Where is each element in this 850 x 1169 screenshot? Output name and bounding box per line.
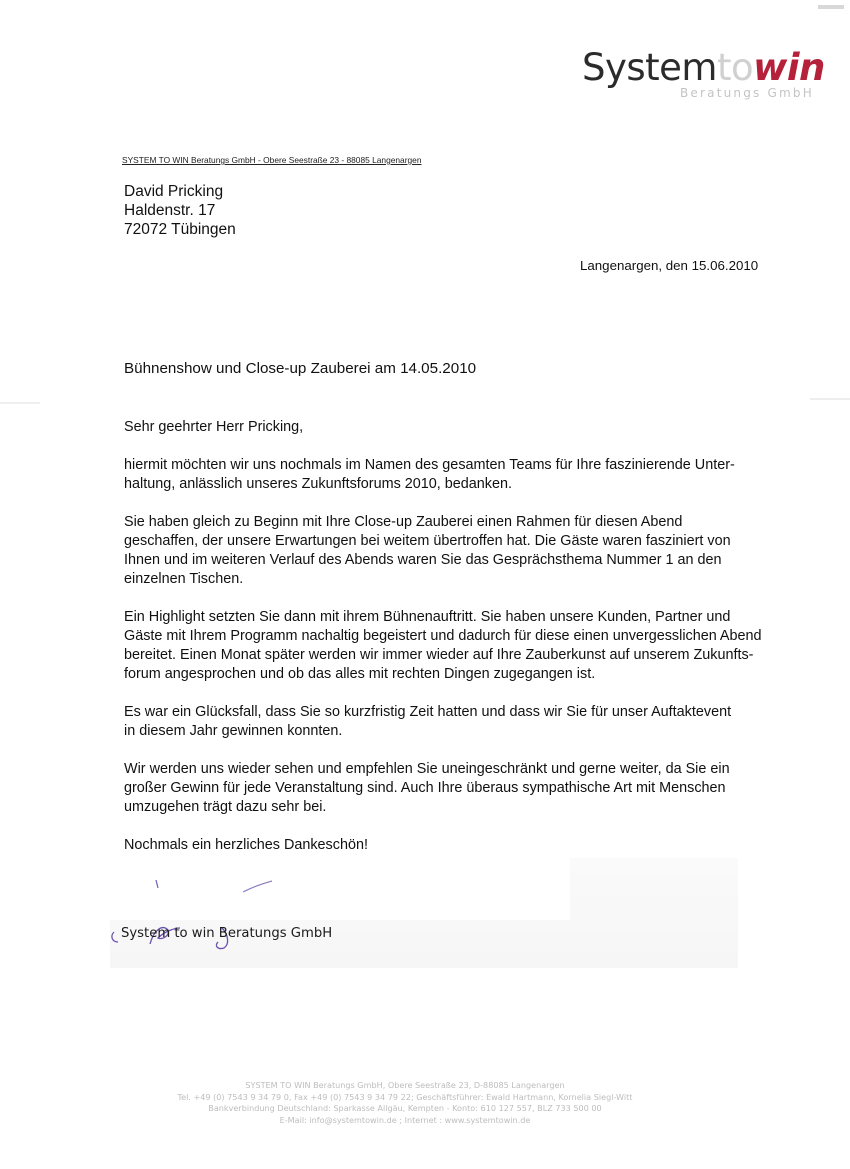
paragraph-line: Sie haben gleich zu Beginn mit Ihre Close-up Zauberei einen Rahmen für diesen Abend — [124, 514, 683, 530]
paragraph-line: einzelnen Tischen. — [124, 571, 244, 587]
recipient-city: 72072 Tübingen — [124, 221, 236, 238]
paragraph — [124, 513, 824, 589]
date-line: Langenargen, den 15.06.2010 — [580, 258, 759, 273]
footer-line: SYSTEM TO WIN Beratungs GmbH, Obere Seestraße 23, D-88085 Langenargen — [245, 1080, 565, 1090]
scan-edge-artifact — [810, 398, 850, 400]
recipient-name: David Pricking — [124, 183, 224, 200]
footer-line: Tel. +49 (0) 7543 9 34 79 0, Fax +49 (0) 7543 9 34 79 22; Geschäftsführer: Ewald Hartmann, Kornelia Siegl-Witt — [177, 1091, 633, 1102]
paragraph — [124, 703, 824, 741]
logo-part-to: to — [716, 46, 754, 89]
logo-subtitle: Beratungs GmbH — [680, 86, 814, 100]
sender-return-address: SYSTEM TO WIN Beratungs GmbH - Obere Seestraße 23 - 88085 Langenargen — [122, 155, 422, 165]
handwritten-signature — [110, 858, 410, 958]
scan-edge-artifact — [0, 402, 40, 404]
paragraph-line: Gäste mit Ihrem Programm nachaltig begeistert und dadurch für diese einen unvergesslichen Abend — [124, 628, 762, 644]
closing-line: Nochmals ein herzliches Dankeschön! — [124, 837, 368, 853]
footer-line: E-Mail: info@systemtowin.de ; Internet : www.systemtowin.de — [279, 1114, 531, 1125]
paragraph — [124, 456, 824, 494]
footer-line: Bankverbindung Deutschland: Sparkasse Allgäu, Kempten - Konto: 610 127 557, BLZ 733 500 00 — [208, 1103, 602, 1113]
recipient-address — [124, 182, 236, 239]
paragraph-line: großer Gewinn für jede Veranstaltung sind. Auch Ihre überaus sympathische Art mit Menschen — [124, 780, 726, 796]
paragraph-line: geschaffen, der unsere Erwartungen bei weitem übertroffen hat. Die Gäste waren fasziniert von — [124, 533, 731, 549]
paragraph-line: forum angesprochen und ob das alles mit rechten Dingen zugegangen ist. — [124, 666, 596, 682]
paragraph-line: Ihnen und im weiteren Verlauf des Abends waren Sie das Gesprächsthema Nummer 1 an den — [124, 552, 722, 568]
paragraph-line: bereitet. Einen Monat später werden wir immer wieder auf Ihre Zauberkunst auf unserem Zukunfts- — [124, 647, 754, 663]
paragraph-line: Wir werden uns wieder sehen und empfehlen Sie uneingeschränkt und gerne weiter, da Sie ein — [124, 761, 730, 777]
subject-line: Bühnenshow und Close-up Zauberei am 14.05.2010 — [124, 360, 477, 377]
logo-wordmark — [582, 46, 825, 90]
logo-part-win: win — [753, 46, 825, 89]
letter-body — [124, 418, 824, 874]
scan-edge-artifact — [818, 5, 844, 9]
paragraph-line: hiermit möchten wir uns nochmals im Namen des gesamten Teams für Ihre faszinierende Unter- — [124, 457, 735, 473]
signature-company-name: System to win Beratungs GmbH — [121, 926, 333, 941]
recipient-street: Haldenstr. 17 — [124, 202, 216, 219]
paragraph-line: Ein Highlight setzten Sie dann mit ihrem Bühnenauftritt. Sie haben unsere Kunden, Partner und — [124, 609, 731, 625]
letter-footer — [0, 1080, 810, 1126]
salutation-text: Sehr geehrter Herr Pricking, — [124, 419, 304, 435]
paragraph-line: Es war ein Glücksfall, dass Sie so kurzfristig Zeit hatten und dass wir Sie für unser Auftaktevent — [124, 704, 732, 720]
logo-part-system: System — [582, 46, 717, 89]
salutation — [124, 418, 824, 437]
paragraph-line: haltung, anlässlich unseres Zukunftsforums 2010, bedanken. — [124, 476, 512, 492]
paragraph — [124, 760, 824, 817]
company-logo — [582, 46, 825, 106]
paragraph-line: umzugehen trägt dazu sehr bei. — [124, 799, 327, 815]
closing — [124, 836, 824, 855]
paragraph-line: in diesem Jahr gewinnen konnten. — [124, 723, 343, 739]
signature-block — [110, 858, 738, 968]
paragraph — [124, 608, 824, 684]
